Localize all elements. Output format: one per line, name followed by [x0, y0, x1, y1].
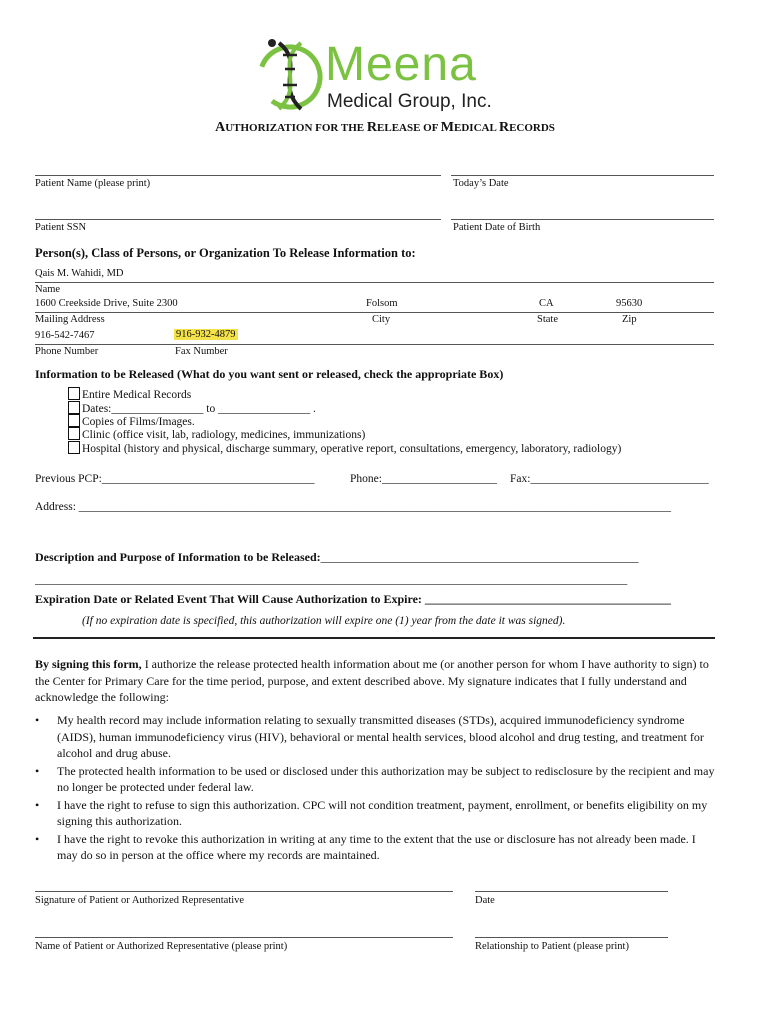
logo-subtitle: Medical Group, Inc.: [327, 91, 492, 112]
todays-date-label: Today’s Date: [453, 178, 509, 189]
expiration-note: (If no expiration date is specified, this authorization will expire one (1) year from the date it was signed).: [82, 615, 566, 627]
description-row[interactable]: [35, 550, 715, 565]
recipient-phone-line: [35, 344, 714, 345]
mailing-address-label: Mailing Address: [35, 314, 105, 325]
description-label: Description and Purpose of Information to be Released:: [35, 550, 321, 564]
recipient-address-value[interactable]: 1600 Creekside Drive, Suite 2300: [35, 298, 178, 309]
checkbox[interactable]: [68, 427, 80, 440]
recipient-state-value[interactable]: CA: [539, 298, 554, 309]
logo: [255, 35, 515, 115]
page-title: AUTHORIZATION FOR THE RELEASE OF MEDICAL RECORDS: [215, 120, 555, 135]
pcp-fax-field[interactable]: Fax:_______________________________: [510, 473, 709, 485]
checkbox[interactable]: [68, 387, 80, 400]
info-heading: Information to be Released (What do you want sent or released, check the appropriate Box): [35, 367, 504, 381]
printed-name-label: Name of Patient or Authorized Representative (please print): [35, 941, 288, 952]
checkbox[interactable]: [68, 414, 80, 427]
option-dates[interactable]: Dates:________________ to ________________ .: [68, 401, 316, 416]
printed-name-line[interactable]: [35, 937, 453, 938]
previous-pcp-field[interactable]: Previous PCP:_____________________________________: [35, 473, 315, 485]
section-divider: [33, 637, 715, 639]
list-item: • I have the right to revoke this authorization in writing at any time to the extent that the use or disclosure has not already been made. I may do so in person at the office where my records are maintained.: [35, 831, 715, 864]
signature-date-line[interactable]: [475, 891, 668, 892]
signature-line[interactable]: [35, 891, 453, 892]
recipient-phone-value[interactable]: 916-542-7467: [35, 330, 95, 341]
pcp-address-field[interactable]: Address: _______________________________________________________________________________________________________: [35, 501, 672, 513]
signature-date-label: Date: [475, 895, 495, 906]
checkbox[interactable]: [68, 401, 80, 414]
patient-dob-label: Patient Date of Birth: [453, 222, 541, 233]
list-item: • My health record may include information relating to sexually transmitted diseases (STDs), acquired immunodeficiency syndrome (AIDS), human immunodeficiency virus (HIV), behavioral or mental health services, blood alcohol and drug testing, and treatment for alcohol and drug abuse.: [35, 712, 715, 762]
fax-number-label: Fax Number: [175, 346, 228, 357]
signature-label: Signature of Patient or Authorized Representative: [35, 895, 245, 906]
relationship-label: Relationship to Patient (please print): [475, 941, 629, 952]
checkbox[interactable]: [68, 441, 80, 454]
patient-ssn-label: Patient SSN: [35, 222, 87, 233]
phone-number-label: Phone Number: [35, 346, 99, 357]
state-label: State: [537, 314, 558, 325]
patient-name-label: Patient Name (please print): [35, 178, 151, 189]
pcp-phone-field[interactable]: Phone:____________________: [350, 473, 497, 485]
todays-date-line[interactable]: [451, 175, 714, 176]
expiration-line[interactable]: _________________________________________: [424, 592, 671, 606]
option-entire-records[interactable]: Entire Medical Records: [68, 387, 191, 402]
option-hospital[interactable]: Hospital (history and physical, discharge summary, operative report, consultations, emergency, laboratory, radiology): [68, 441, 621, 456]
logo-name: Meena: [325, 38, 477, 91]
dna-logo-icon: [255, 35, 325, 115]
recipient-fax-value[interactable]: 916-932-4879: [176, 329, 236, 340]
option-films[interactable]: Copies of Films/Images.: [68, 414, 195, 429]
recipient-zip-value[interactable]: 95630: [616, 298, 643, 309]
recipient-city-value[interactable]: Folsom: [366, 298, 398, 309]
patient-ssn-line[interactable]: [35, 219, 441, 220]
expiration-label: Expiration Date or Related Event That Will Cause Authorization to Expire:: [35, 592, 425, 606]
release-to-heading: Person(s), Class of Persons, or Organization To Release Information to:: [35, 246, 416, 260]
list-item: • I have the right to refuse to sign this authorization. CPC will not condition treatment, payment, enrollment, or benefits eligibility on my signing this authorization.: [35, 797, 715, 830]
city-label: City: [372, 314, 391, 325]
acknowledgement-list: [35, 712, 715, 865]
expiration-row[interactable]: [35, 592, 715, 607]
description-line[interactable]: _____________________________________________________: [320, 550, 639, 564]
recipient-address-line: [35, 312, 714, 313]
zip-label: Zip: [622, 314, 637, 325]
relationship-line[interactable]: [475, 937, 668, 938]
recipient-name-label: Name: [35, 284, 61, 295]
recipient-name-value[interactable]: Qais M. Wahidi, MD: [35, 268, 124, 279]
description-line-2[interactable]: _______________________________________________________________________________________________________: [35, 574, 628, 586]
list-item: • The protected health information to be used or disclosed under this authorization may be subject to redisclosure by the recipient and may no longer be protected under federal law.: [35, 763, 715, 796]
signing-paragraph: By signing this form, I authorize the release protected health information about me (or another person for whom I have authority to sign) to the Center for Primary Care for the time period, purpose, and extent described above. My signature indicates that I fully understand and acknowledge the following:: [35, 657, 709, 704]
patient-dob-line[interactable]: [451, 219, 714, 220]
patient-name-line[interactable]: [35, 175, 441, 176]
recipient-name-line: [35, 282, 714, 283]
option-clinic[interactable]: Clinic (office visit, lab, radiology, medicines, immunizations): [68, 427, 365, 442]
